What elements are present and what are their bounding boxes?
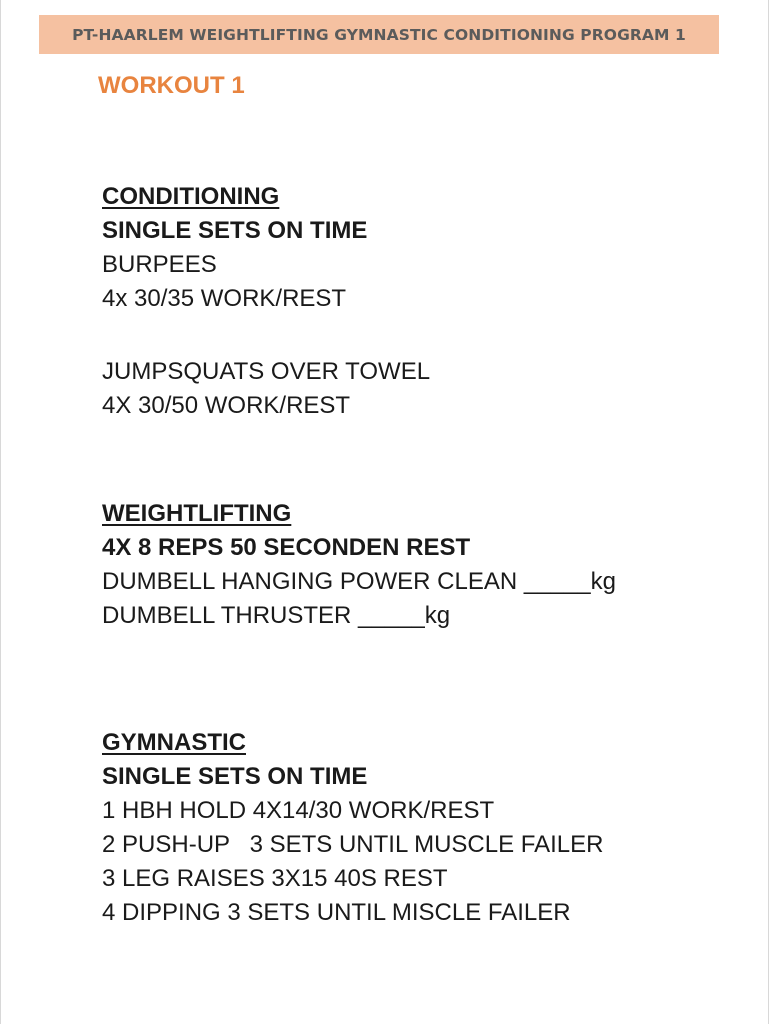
conditioning-exercise-jumpsquats: JUMPSQUATS OVER TOWEL bbox=[102, 358, 431, 385]
gymnastic-subheading: SINGLE SETS ON TIME bbox=[102, 763, 368, 790]
gymnastic-item-1: 1 HBH HOLD 4X14/30 WORK/REST bbox=[102, 797, 495, 824]
gymnastic-item-4: 4 DIPPING 3 SETS UNTIL MISCLE FAILER bbox=[102, 899, 571, 926]
conditioning-heading: CONDITIONING bbox=[102, 183, 280, 210]
weightlifting-subheading: 4X 8 REPS 50 SECONDEN REST bbox=[102, 534, 471, 561]
weightlifting-exercise-power-clean: DUMBELL HANGING POWER CLEAN _____kg bbox=[102, 568, 616, 595]
conditioning-exercise-burpees-scheme: 4x 30/35 WORK/REST bbox=[102, 285, 347, 312]
weightlifting-heading: WEIGHTLIFTING bbox=[102, 500, 292, 527]
workout-title: WORKOUT 1 bbox=[98, 72, 245, 99]
header-band bbox=[39, 15, 719, 54]
spacer bbox=[102, 316, 430, 355]
program-title: PT-HAARLEM WEIGHTLIFTING GYMNASTIC CONDITIONING PROGRAM 1 bbox=[72, 25, 686, 44]
weightlifting-exercise-thruster: DUMBELL THRUSTER _____kg bbox=[102, 602, 451, 629]
gymnastic-heading: GYMNASTIC bbox=[102, 729, 246, 756]
conditioning-section bbox=[102, 180, 430, 423]
conditioning-subheading: SINGLE SETS ON TIME bbox=[102, 217, 368, 244]
conditioning-exercise-burpees: BURPEES bbox=[102, 251, 217, 278]
conditioning-exercise-jumpsquats-scheme: 4X 30/50 WORK/REST bbox=[102, 392, 351, 419]
gymnastic-item-2: 2 PUSH-UP 3 SETS UNTIL MUSCLE FAILER bbox=[102, 831, 604, 858]
weightlifting-section bbox=[102, 497, 616, 633]
gymnastic-section bbox=[102, 726, 603, 930]
gymnastic-item-3: 3 LEG RAISES 3X15 40S REST bbox=[102, 865, 448, 892]
